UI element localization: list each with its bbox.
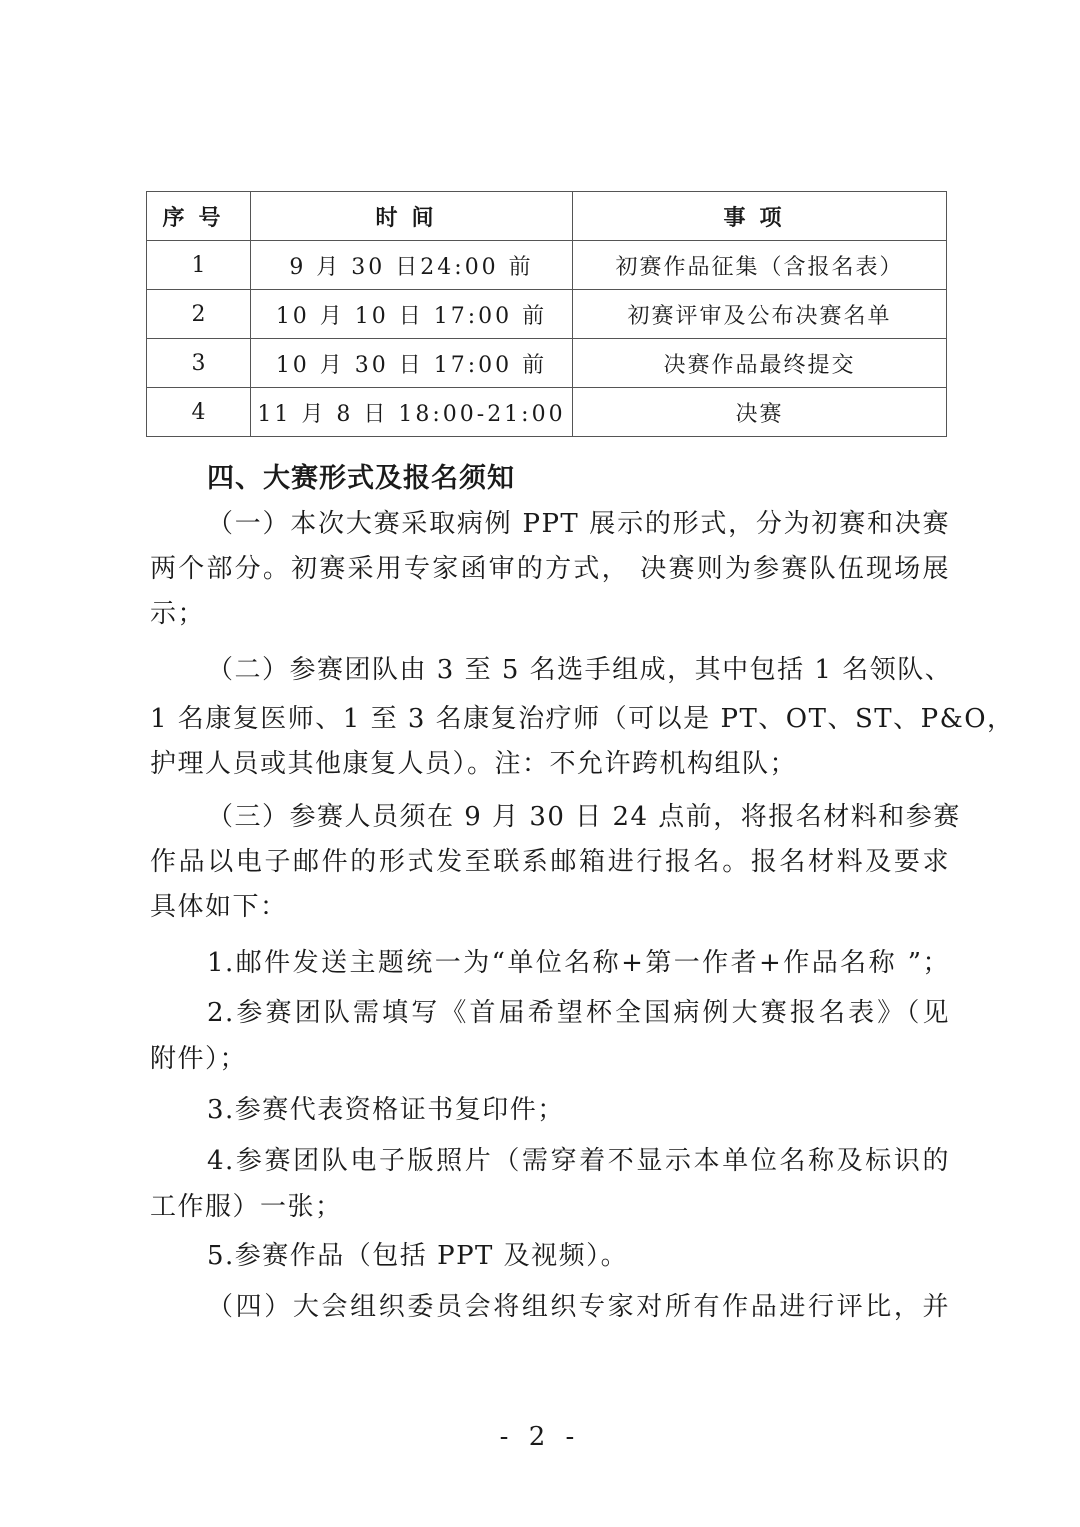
cell-item: 决赛作品最终提交 [573, 339, 947, 388]
paragraph-2-line-2: 1 名康复医师、1 至 3 名康复治疗师（可以是 PT、OT、ST、P&O， [150, 704, 1015, 734]
table-header-row [147, 192, 947, 241]
header-time: 时间 [251, 192, 573, 241]
page-number: - 2 - [499, 1422, 581, 1452]
table-row [147, 241, 947, 290]
paragraph-3-line-3: 具体如下： [150, 892, 288, 922]
cell-time: 10 月 30 日 17:00 前 [251, 339, 573, 388]
cell-item: 决赛 [573, 388, 947, 437]
cell-time: 10 月 10 日 17:00 前 [251, 290, 573, 339]
table-row [147, 290, 947, 339]
table-row [147, 388, 947, 437]
paragraph-4-line-1: （四）大会组织委员会将组织专家对所有作品进行评比，并 [207, 1292, 950, 1322]
cell-time: 11 月 8 日 18:00-21:00 [251, 388, 573, 437]
cell-serial: 1 [147, 241, 251, 290]
cell-serial: 3 [147, 339, 251, 388]
header-item: 事项 [573, 192, 947, 241]
cell-serial: 4 [147, 388, 251, 437]
list-item-5: 5.参赛作品（包括 PPT 及视频）。 [207, 1241, 629, 1271]
list-item-3: 3.参赛代表资格证书复印件； [207, 1095, 565, 1125]
cell-serial: 2 [147, 290, 251, 339]
paragraph-3-line-1: （三）参赛人员须在 9 月 30 日 24 点前，将报名材料和参赛 [207, 802, 961, 832]
list-item-4-line-1: 4.参赛团队电子版照片（需穿着不显示本单位名称及标识的 [207, 1146, 950, 1176]
list-item-4-line-2: 工作服）一张； [150, 1192, 343, 1222]
paragraph-1-line-2: 两个部分。初赛采用专家函审的方式， 决赛则为参赛队伍现场展 [150, 554, 950, 584]
header-serial: 序号 [147, 192, 251, 241]
paragraph-1-line-3: 示； [150, 599, 206, 629]
list-item-1: 1.邮件发送主题统一为“单位名称+第一作者+作品名称 ”； [207, 948, 950, 978]
cell-time: 9 月 30 日24:00 前 [251, 241, 573, 290]
cell-item: 初赛作品征集（含报名表） [573, 241, 947, 290]
paragraph-2-line-3: 护理人员或其他康复人员）。注：不允许跨机构组队； [150, 749, 798, 779]
schedule-table [146, 191, 947, 437]
cell-item: 初赛评审及公布决赛名单 [573, 290, 947, 339]
list-item-2-line-2: 附件）； [150, 1044, 248, 1074]
table-row [147, 339, 947, 388]
list-item-2-line-1: 2.参赛团队需填写《首届希望杯全国病例大赛报名表》（见 [207, 998, 950, 1028]
paragraph-1-line-1: （一）本次大赛采取病例 PPT 展示的形式，分为初赛和决赛 [207, 509, 950, 539]
section-heading: 四、大赛形式及报名须知 [207, 463, 515, 494]
paragraph-2-line-1: （二）参赛团队由 3 至 5 名选手组成，其中包括 1 名领队、 [207, 655, 953, 685]
paragraph-3-line-2: 作品以电子邮件的形式发至联系邮箱进行报名。报名材料及要求 [150, 847, 950, 877]
